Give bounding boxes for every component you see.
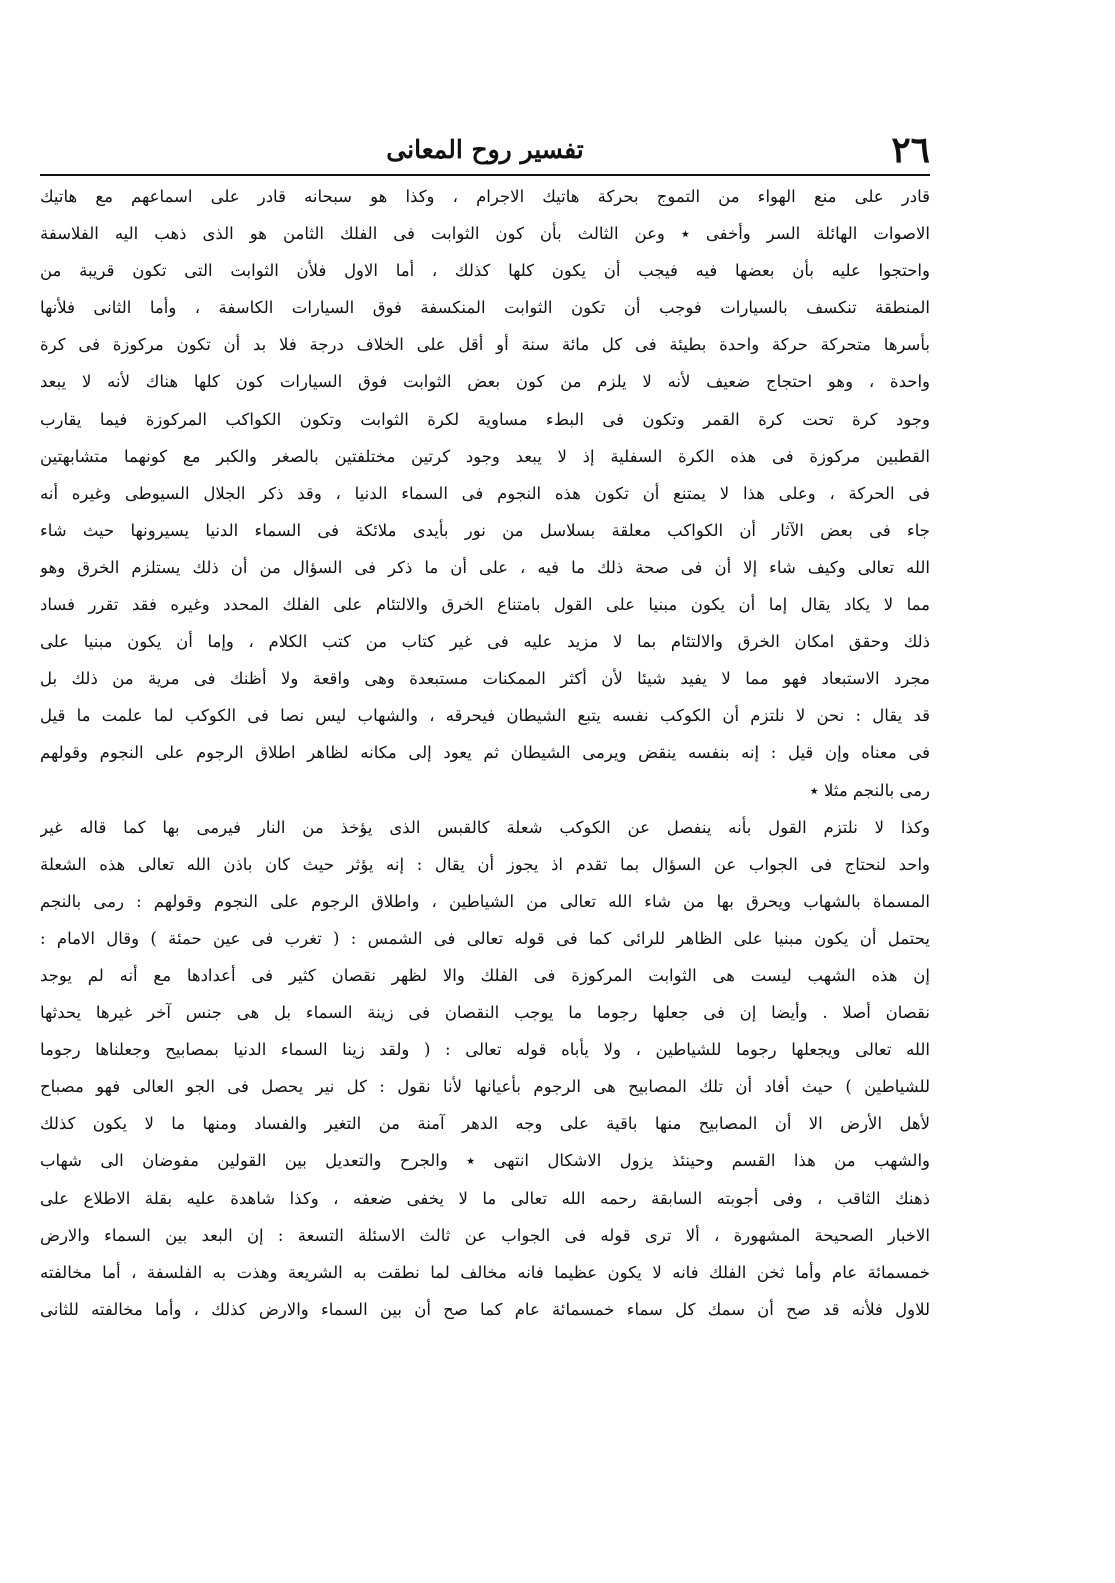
- text-line: للشياطين ) حيث أفاد أن تلك المصابيح هى الرجوم بأعيانها لأنا نقول : كل نير يحصل فى الجو العالى فهو مصباح: [40, 1077, 930, 1097]
- paragraph-end-line: رمى بالنجم مثلا ٭: [809, 780, 930, 800]
- text-line: الاخبار الصحيحة المشهورة ، ألا ترى قوله فى الجواب عن ثالث الاسئلة التسعة : إن البعد بين السماء والارض: [40, 1225, 930, 1245]
- text-line: فى الحركة ، وعلى هذا لا يمتنع أن تكون هذه النجوم فى السماء الدنيا ، وقد ذكر الجلال السيوطى وغيره أنه: [40, 483, 930, 503]
- text-line: نقصان أصلا . وأيضا إن فى جعلها رجوما ما يوجب النقصان فى زينة السماء بل هى جنس آخر غيرها يحدثها: [40, 1003, 930, 1023]
- text-line: وكذا لا نلتزم القول بأنه ينفصل عن الكوكب شعلة كالقبس الذى يؤخذ من النار فيرمى بها كما قاله غير: [40, 817, 930, 837]
- text-line: واحدة ، وهو احتجاج ضعيف لأنه لا يلزم من كون بعض الثوابت فوق السيارات كون كلها هناك لأنه لا يبعد: [40, 372, 930, 392]
- page-header: [40, 128, 930, 172]
- header-rule: [40, 174, 930, 176]
- text-line: الله تعالى ويجعلها رجوما للشياطين ، ولا يأباه قوله تعالى : ( ولقد زينا السماء الدنيا بمصابيح وجعلناها رجوما: [40, 1040, 930, 1060]
- text-line: فى معناه وإن قيل : إنه بنفسه ينقض ويرمى الشيطان ثم يعود إلى مكانه لظاهر اطلاق الرجوم على النجوم وقولهم: [40, 743, 930, 763]
- text-line: لأهل الأرض الا أن المصابيح منها باقية على وجه الدهر آمنة من التغير والفساد ومنها ما لا يكون كذلك: [40, 1114, 930, 1134]
- text-line: القطبين مركوزة فى هذه الكرة السفلية إذ لا يبعد وجود كرتين مختلفتين بالصغر والكبر مع كونهما متشابهتين: [40, 446, 930, 466]
- text-line: جاء فى بعض الآثار أن الكواكب معلقة بسلاسل من نور بأيدى ملائكة فى السماء الدنيا يسيرونها حيث شاء: [40, 520, 930, 540]
- text-line: واحتجوا عليه بأن بعضها فيه فيجب أن يكون كلها كذلك ، أما الاول فلأن الثوابت التى تكون قريبة من: [40, 261, 930, 281]
- text-line: للاول فلأنه قد صح أن سمك كل سماء خمسمائة عام كما صح أن بين السماء والارض كذلك ، وأما مخالفته للثانى: [40, 1299, 930, 1319]
- text-line: ذهنك الثاقب ، وفى أجوبته السابقة رحمه الله تعالى ما لا يخفى ضعفه ، وكذا شاهدة عليه بقلة الاطلاع على: [40, 1188, 930, 1208]
- text-line: ذلك وحقق امكان الخرق والالتئام بما لا مزيد عليه فى غير كتاب من كتب الكلام ، وإما أن يكون مبنيا على: [40, 632, 930, 652]
- text-line: قادر على منع الهواء من التموج بحركة هاتيك الاجرام ، وكذا هو سبحانه قادر على اسماعهم مع هاتيك: [40, 187, 930, 206]
- text-line: بأسرها متحركة حركة واحدة بطيئة فى كل مائة سنة أو أقل على الخلاف درجة فلا بد أن تكون مركوزة فى كرة: [40, 335, 930, 355]
- text-line: المسماة بالشهاب ويحرق بها من شاء الله تعالى من الشياطين ، واطلاق الرجوم على النجوم وقولهم : رمى بالنجم: [40, 891, 930, 911]
- body-text: [40, 178, 930, 1328]
- text-line: الاصوات الهائلة السر وأخفى ٭ وعن الثالث بأن كون الثوابت فى الفلك الثامن هو الذى ذهب اليه الفلاسفة: [40, 224, 930, 244]
- text-line: مما لا يكاد يقال إما أن يكون مبنيا على القول بامتناع الخرق والالتئام على الفلك المحدد وغيره فقد تقرر فساد: [40, 595, 930, 615]
- text-line: قد يقال : نحن لا نلتزم أن الكوكب نفسه يتبع الشيطان فيحرقه ، والشهاب ليس نصا فى الكوكب لما علمت ما قيل: [40, 706, 930, 726]
- text-line: خمسمائة عام وأما ثخن الفلك فانه لا يكون عظيما فانه مخالف لما نطقت به الشريعة وهذت به الفلسفة ، أما مخالفته: [40, 1262, 930, 1282]
- page-number: ٢٦: [891, 129, 930, 171]
- text-line: المنطقة تنكسف بالسيارات فوجب أن تكون الثوابت المنكسفة فوق السيارات الكاسفة ، وأما الثانى فلأنها: [40, 298, 930, 318]
- text-line: يحتمل أن يكون مبنيا على الظاهر للرائى كما فى قوله تعالى فى الشمس : ( تغرب فى عين حمئة ) وقال الامام :: [40, 928, 930, 948]
- text-line: مجرد الاستبعاد فهو مما لا يفيد شيئا لأن أكثر الممكنات مستبعدة وهى واقعة ولا أظنك فى مرية من ذلك بل: [40, 669, 930, 689]
- text-line: واحد لنحتاج فى الجواب عن السؤال بما تقدم اذ يجوز أن يقال : إنه يؤثر حيث كان باذن الله تعالى هذه الشعلة: [40, 854, 930, 874]
- text-line: إن هذه الشهب ليست هى الثوابت المركوزة فى الفلك والا لظهر نقصان كثير فى أعدادها مع أنه لم يوجد: [40, 965, 930, 985]
- text-line: والشهب من هذا القسم وحينئذ يزول الاشكال انتهى ٭ والجرح والتعديل بين القولين مفوضان الى شهاب: [40, 1151, 930, 1171]
- running-title: تفسير روح المعانى: [386, 135, 584, 164]
- text-line: الله تعالى وكيف شاء إلا أن فى صحة ذلك ما فيه ، على أن ما ذكر فى السؤال من أن ذلك يستلزم الخرق وهو: [40, 557, 930, 577]
- text-line: وجود كرة تحت كرة القمر وتكون فى البطء مساوية لكرة الثوابت وتكون الكواكب المركوزة فيما يقارب: [40, 409, 930, 429]
